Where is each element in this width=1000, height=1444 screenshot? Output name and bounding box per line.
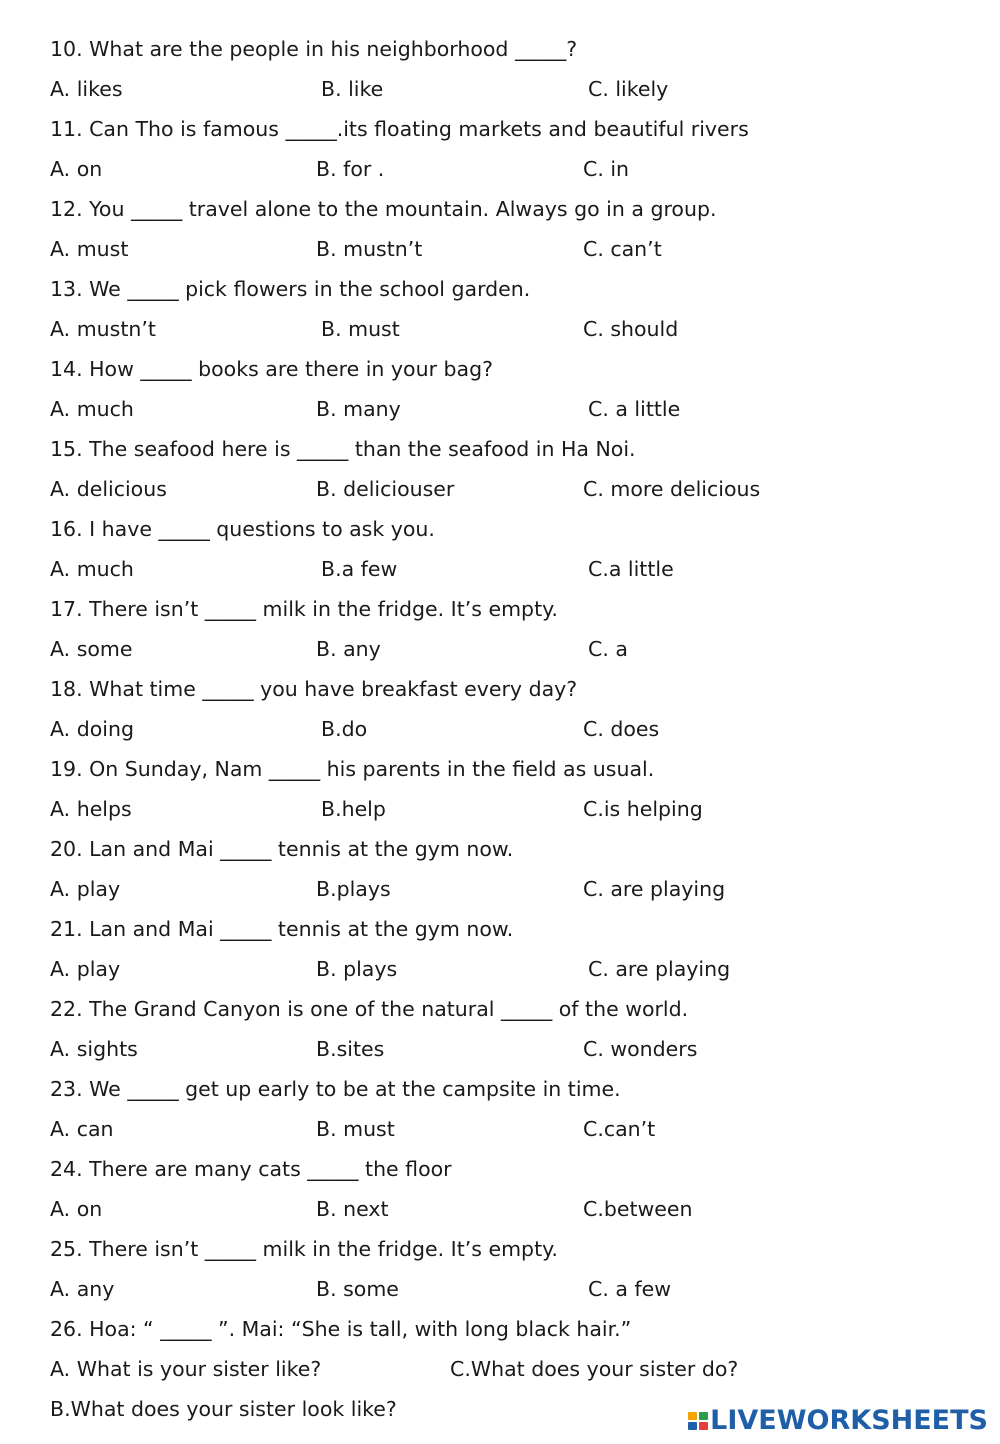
- option-b[interactable]: B. some: [316, 1277, 399, 1301]
- option-c[interactable]: C. a: [588, 637, 628, 661]
- option-a[interactable]: A. helps: [50, 797, 132, 821]
- question-text: 14. How _____ books are there in your bag?: [50, 357, 493, 381]
- option-b[interactable]: B. next: [316, 1197, 389, 1221]
- question-text: 10. What are the people in his neighborhood _____?: [50, 37, 578, 61]
- option-c[interactable]: C. wonders: [583, 1037, 698, 1061]
- option-a[interactable]: A. any: [50, 1277, 115, 1301]
- option-c[interactable]: C. should: [583, 317, 679, 341]
- option-b[interactable]: B.sites: [316, 1037, 385, 1061]
- question-text: 11. Can Tho is famous _____.its floating markets and beautiful rivers: [50, 117, 749, 141]
- option-c[interactable]: C. a few: [588, 1277, 672, 1301]
- option-a[interactable]: A. likes: [50, 77, 123, 101]
- option-a[interactable]: A. much: [50, 557, 134, 581]
- option-c[interactable]: C.What does your sister do?: [450, 1357, 739, 1381]
- logo-mark-icon: [688, 1412, 708, 1430]
- option-a[interactable]: A. some: [50, 637, 133, 661]
- option-b[interactable]: B. like: [321, 77, 384, 101]
- liveworksheets-logo: [688, 1406, 988, 1436]
- question-text: 25. There isn’t _____ milk in the fridge. It’s empty.: [50, 1237, 558, 1261]
- option-b[interactable]: B. plays: [316, 957, 398, 981]
- option-a[interactable]: A. on: [50, 157, 103, 181]
- option-b[interactable]: B. for .: [316, 157, 385, 181]
- question-text: 26. Hoa: “ _____ ”. Mai: “She is tall, with long black hair.”: [50, 1317, 632, 1341]
- question-text: 23. We _____ get up early to be at the campsite in time.: [50, 1077, 621, 1101]
- option-c[interactable]: C.is helping: [583, 797, 703, 821]
- option-c[interactable]: C. are playing: [588, 957, 731, 981]
- option-c[interactable]: C. can’t: [583, 237, 662, 261]
- question-text: 19. On Sunday, Nam _____ his parents in the field as usual.: [50, 757, 655, 781]
- option-a[interactable]: A. much: [50, 397, 134, 421]
- option-c[interactable]: C.can’t: [583, 1117, 656, 1141]
- option-b[interactable]: B.What does your sister look like?: [50, 1397, 397, 1421]
- question-text: 18. What time _____ you have breakfast every day?: [50, 677, 578, 701]
- option-c[interactable]: C. are playing: [583, 877, 726, 901]
- option-a[interactable]: A. on: [50, 1197, 103, 1221]
- option-a[interactable]: A. What is your sister like?: [50, 1357, 322, 1381]
- option-b[interactable]: B. many: [316, 397, 401, 421]
- option-c[interactable]: C. in: [583, 157, 630, 181]
- option-b[interactable]: B.do: [321, 717, 368, 741]
- option-b[interactable]: B. any: [316, 637, 381, 661]
- question-text: 13. We _____ pick flowers in the school garden.: [50, 277, 531, 301]
- question-text: 16. I have _____ questions to ask you.: [50, 517, 435, 541]
- option-a[interactable]: A. doing: [50, 717, 134, 741]
- option-a[interactable]: A. sights: [50, 1037, 138, 1061]
- question-text: 15. The seafood here is _____ than the seafood in Ha Noi.: [50, 437, 636, 461]
- option-c[interactable]: C.a little: [588, 557, 674, 581]
- question-text: 24. There are many cats _____ the floor: [50, 1157, 452, 1181]
- option-a[interactable]: A. play: [50, 877, 121, 901]
- option-c[interactable]: C. more delicious: [583, 477, 761, 501]
- option-a[interactable]: A. must: [50, 237, 129, 261]
- option-b[interactable]: B.plays: [316, 877, 391, 901]
- question-text: 17. There isn’t _____ milk in the fridge. It’s empty.: [50, 597, 558, 621]
- option-b[interactable]: B. must: [316, 1117, 395, 1141]
- option-b[interactable]: B. must: [321, 317, 400, 341]
- option-c[interactable]: C.between: [583, 1197, 693, 1221]
- question-text: 20. Lan and Mai _____ tennis at the gym now.: [50, 837, 514, 861]
- option-c[interactable]: C. likely: [588, 77, 669, 101]
- question-text: 12. You _____ travel alone to the mountain. Always go in a group.: [50, 197, 717, 221]
- question-text: 21. Lan and Mai _____ tennis at the gym now.: [50, 917, 514, 941]
- logo-text: LIVEWORKSHEETS: [710, 1405, 988, 1436]
- option-b[interactable]: B. deliciouser: [316, 477, 455, 501]
- option-a[interactable]: A. mustn’t: [50, 317, 156, 341]
- option-c[interactable]: C. a little: [588, 397, 681, 421]
- option-a[interactable]: A. play: [50, 957, 121, 981]
- option-c[interactable]: C. does: [583, 717, 660, 741]
- option-a[interactable]: A. can: [50, 1117, 114, 1141]
- option-b[interactable]: B.help: [321, 797, 386, 821]
- question-text: 22. The Grand Canyon is one of the natural _____ of the world.: [50, 997, 689, 1021]
- option-b[interactable]: B. mustn’t: [316, 237, 423, 261]
- option-b[interactable]: B.a few: [321, 557, 398, 581]
- option-a[interactable]: A. delicious: [50, 477, 167, 501]
